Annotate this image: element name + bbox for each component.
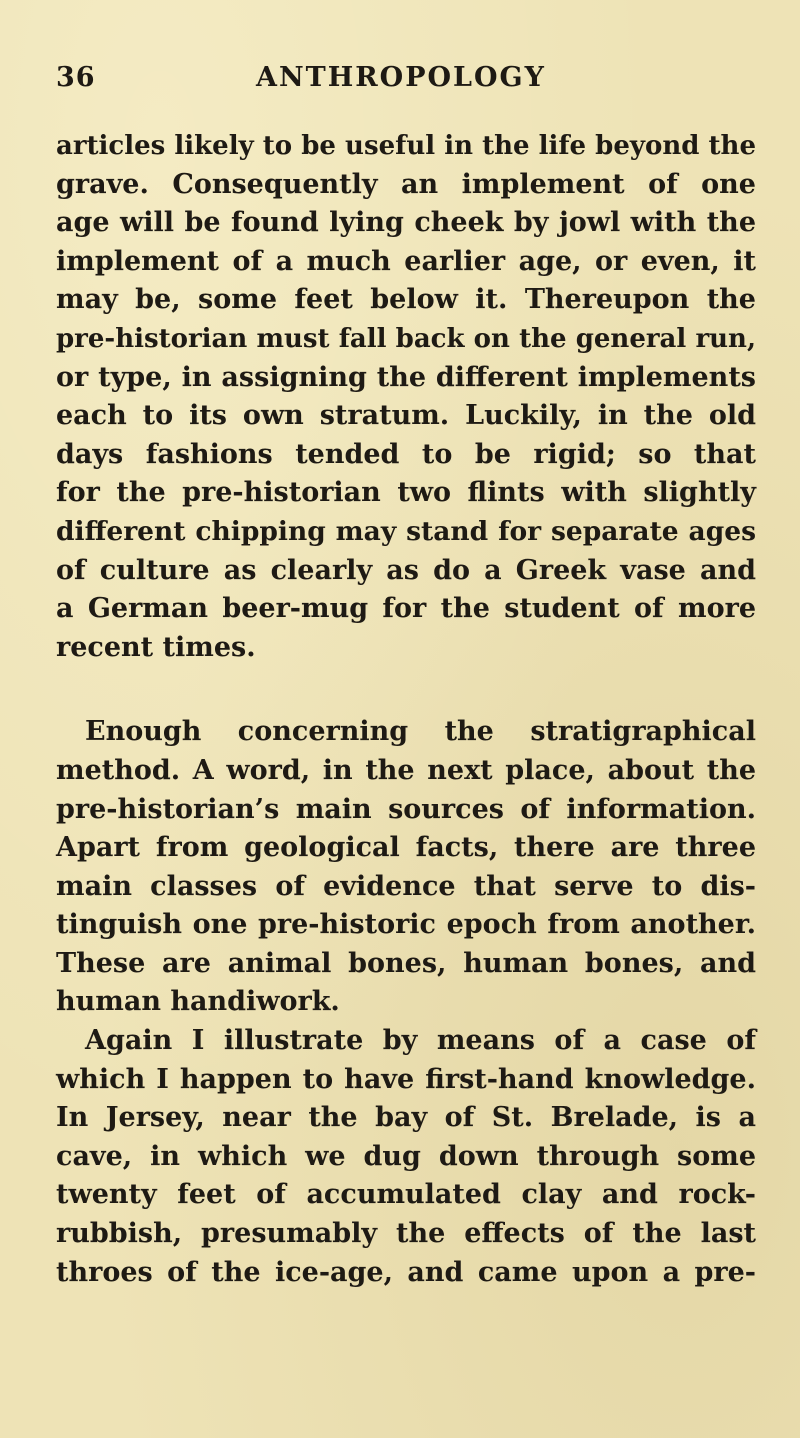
text-line: which I happen to have first-hand knowledge. (56, 1063, 756, 1095)
page-header (56, 62, 756, 106)
paragraph (56, 127, 756, 667)
text-line: each to its own stratum. Luckily, in the old (56, 400, 756, 432)
text-line: grave. Consequently an implement of one (56, 168, 756, 200)
page-number: 36 (56, 62, 96, 93)
text-line: or type, in assigning the different implements (56, 361, 756, 393)
text-line: of culture as clearly as do a Greek vase and (56, 554, 756, 586)
text-line: Again I illustrate by means of a case of (85, 1025, 756, 1057)
text-line: method. A word, in the next place, about the (56, 754, 756, 786)
text-line: pre-historian must fall back on the general run, (56, 323, 756, 354)
text-line: articles likely to be useful in the life beyond the (56, 131, 756, 161)
text-line: main classes of evidence that serve to dis- (56, 870, 756, 902)
paragraph (56, 713, 756, 1022)
text-line: may be, some feet below it. Thereupon the (56, 284, 756, 316)
body-text (56, 127, 756, 1292)
paragraph (56, 1022, 756, 1292)
text-line: throes of the ice-age, and came upon a pre- (56, 1256, 756, 1288)
text-line: twenty feet of accumulated clay and rock- (56, 1179, 756, 1211)
text-line: human handiwork. (56, 986, 340, 1018)
text-line: implement of a much earlier age, or even, it (56, 245, 756, 277)
text-line: age will be found lying cheek by jowl with the (56, 207, 756, 239)
text-line: a German beer-mug for the student of more (56, 593, 756, 625)
text-line: These are animal bones, human bones, and (56, 947, 756, 979)
text-line: different chipping may stand for separate ages (56, 515, 756, 547)
text-line: Enough concerning the stratigraphical (85, 716, 756, 748)
text-line: pre-historian’s main sources of information. (56, 793, 756, 825)
text-line: In Jersey, near the bay of St. Brelade, is a (56, 1102, 756, 1134)
text-line: cave, in which we dug down through some (56, 1140, 756, 1172)
text-line: recent times. (56, 631, 256, 663)
text-line: rubbish, presumably the effects of the last (56, 1218, 756, 1250)
paragraph-gap (56, 667, 756, 713)
text-line: Apart from geological facts, there are three (56, 832, 756, 864)
text-line: tinguish one pre-historic epoch from another. (56, 909, 756, 941)
running-head: ANTHROPOLOGY (256, 62, 546, 93)
text-line: for the pre-historian two flints with slightly (56, 477, 756, 509)
text-line: days fashions tended to be rigid; so that (56, 438, 756, 470)
